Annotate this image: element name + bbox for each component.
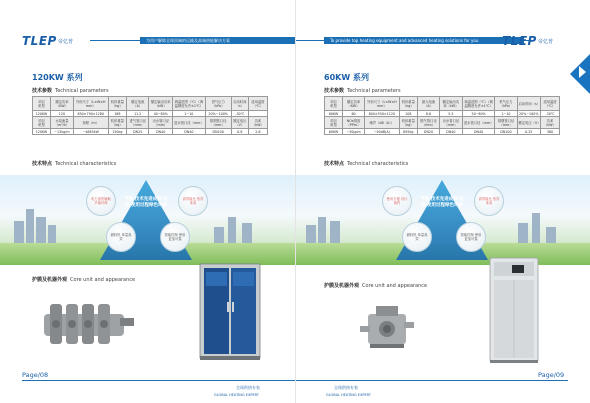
table-header-cell: 功率（kW） <box>248 117 267 129</box>
table-header-cell: 额定功率（KW） <box>51 97 74 111</box>
table-cell: 60 <box>343 111 365 117</box>
table-cell: 380 <box>540 129 559 135</box>
table-cell: ~13kg/m <box>51 129 74 135</box>
brand-logo-cn: 帝亿普 <box>538 39 554 45</box>
table-row <box>325 117 560 129</box>
arrow-right-icon <box>579 66 586 78</box>
burner-core-image <box>358 300 418 356</box>
appearance-title <box>324 282 427 289</box>
table-cell: 40~80% <box>149 111 173 117</box>
brand-logo: TLEP <box>502 34 537 48</box>
table-header-cell: 进水管口径（mm） <box>462 117 495 129</box>
appearance-title-en: Core unit and appearance <box>362 283 428 289</box>
table-header-cell: 外形尺寸（L×W×H mm） <box>365 97 400 111</box>
page-number: Page/08 <box>22 371 49 379</box>
feature-bubble: 燃料热 单量高效 <box>106 222 136 252</box>
table-cell: 1~10 <box>173 111 205 117</box>
feature-bubble: 智能控制 使用更加可靠 <box>456 222 486 252</box>
feature-bubble: 电力加热辅助 节能环保 <box>86 186 116 216</box>
table-corner: 项目 机型 <box>33 117 51 129</box>
feature-triangle-text: 节能 技术先进成熟 经济 使用过程绿色环保 <box>420 197 464 208</box>
appearance-title-cn: 护膜及机器外观 <box>32 277 68 283</box>
table-header-cell: 供气压力（kPa） <box>495 97 517 111</box>
header-text: To provide top heating equipment and advanced heating solutions for you <box>330 38 479 43</box>
table-header-cell: 额定电压（V） <box>233 118 247 127</box>
table-cell: 11.2 <box>127 111 149 117</box>
brand-logo: TLEP <box>22 34 57 48</box>
features-title <box>32 160 116 167</box>
model-title: 120KW 系列 <box>32 73 83 82</box>
table-row <box>33 129 268 135</box>
table-header-cell: 额定电流（A） <box>127 97 149 111</box>
footer-line <box>22 380 295 381</box>
feature-bubble: 使用方便 设计简约 <box>382 186 412 216</box>
header-text: 为用户解除全球顶端的运输及高端热能解决方案 <box>146 38 230 43</box>
table-header-cell: 机体重量（kg） <box>399 117 417 129</box>
page-right <box>295 0 590 403</box>
table-cell: DN40 <box>440 129 463 135</box>
table-cell: 0.8 <box>231 129 248 135</box>
table-cell: 60KW <box>325 111 343 117</box>
table-cell: -30℃ <box>231 111 248 117</box>
brand-logo-cn: 帝亿普 <box>58 39 74 45</box>
table-header-cell: 排烟管口径（mm） <box>205 117 231 129</box>
table-header-cell: 额定电压（V） <box>517 117 540 129</box>
table-header-cell: 调温范围（℃）（调温精度允许±1℃） <box>462 97 495 111</box>
params-title <box>324 87 401 94</box>
table-header-cell: 出水管口径（mm） <box>440 117 463 129</box>
appearance-title-cn: 护膜及机器外观 <box>324 283 360 289</box>
footer-line <box>296 380 568 381</box>
table-header-cell: 噪声（dB（A）） <box>365 117 400 129</box>
table-header-cell: 排烟管口径（mm） <box>495 117 517 129</box>
feature-triangle-text: 节能 技术先进成熟 经济 使用过程绿色环保 <box>124 197 168 208</box>
features-title-cn: 技术特点 <box>32 161 53 167</box>
table-header-cell: 水泵流量（m³/h） <box>51 117 74 129</box>
table-header-cell: 机体重量（kg） <box>108 97 127 111</box>
table-cell: DN25 <box>127 129 149 135</box>
table-cell: 800×550×1120 <box>365 111 400 117</box>
table-header-cell: 进水管口径（mm） <box>173 117 205 129</box>
feature-bubble: 高效能比 热效率高 <box>178 186 208 216</box>
table-header-cell: 进气管口径（mm） <box>127 117 149 129</box>
footer-en: GLOBAL HEATING EXPERT <box>214 393 259 397</box>
table-cell: 120 <box>51 111 74 117</box>
table-cell: ~4685kW <box>73 129 108 135</box>
feature-bubble: 燃料热 单量高效 <box>402 222 432 252</box>
header-bar <box>22 36 295 46</box>
features-title-cn: 技术特点 <box>324 161 345 167</box>
params-title-cn: 技术参数 <box>324 88 345 94</box>
table-header-cell: 功率（kW） <box>540 117 559 129</box>
spec-table <box>32 96 268 135</box>
table-header-cell: 出水管口径（mm） <box>149 117 173 129</box>
table-cell: 130kg <box>108 129 127 135</box>
table-cell: DN40 <box>173 129 205 135</box>
appearance-title <box>32 276 135 283</box>
params-title <box>32 87 109 94</box>
table-cell: 1~10 <box>495 111 517 117</box>
features-title-en: Technical characteristics <box>347 161 409 167</box>
table-cell: -30℃ <box>540 111 559 117</box>
table-cell: 8.6 <box>418 111 440 117</box>
table-row <box>325 97 560 111</box>
page-number: Page/09 <box>538 371 565 379</box>
features-title <box>324 160 408 167</box>
table-header-cell: 机体重量（kg） <box>399 97 417 111</box>
table-cell: DN100 <box>205 129 231 135</box>
table-cell: DN20 <box>418 129 440 135</box>
table-cell: 895kg <box>399 129 417 135</box>
table-cell: 60KW <box>325 129 343 135</box>
table-cell: DN100 <box>495 129 517 135</box>
table-header-cell: 机体重量（kg） <box>108 117 127 129</box>
table-cell: 5.5 <box>440 111 463 117</box>
table-header-cell: 启动时间（s） <box>231 97 248 111</box>
table-cell: 20%~100% <box>518 111 539 116</box>
table-cell: 0.25 <box>517 129 540 135</box>
table-row <box>33 117 268 129</box>
table-cell: DN40 <box>149 129 173 135</box>
table-cell: DN40 <box>462 129 495 135</box>
table-row <box>33 97 268 111</box>
footer-cn: 全球供热专家 <box>334 385 358 390</box>
table-cell: 850×790×1280 <box>73 111 108 117</box>
footer-en: GLOBAL HEATING EXPERT <box>326 393 371 397</box>
params-title-en: Technical parameters <box>55 88 109 94</box>
table-header-cell: 额定功率（KW） <box>343 97 365 111</box>
table-cell: 108 <box>399 111 417 117</box>
feature-bubble: 智能控制 使用更加可靠 <box>160 222 190 252</box>
table-cell: 120KW <box>33 111 51 117</box>
table-header-cell: 启动时间（s） <box>517 97 540 111</box>
table-cell: 20%~100% <box>205 111 231 117</box>
table-header-cell: 燃气管口径（mm） <box>418 117 440 129</box>
table-header-cell: 扬程（m） <box>73 117 108 129</box>
params-title-cn: 技术参数 <box>32 88 53 94</box>
params-title-en: Technical parameters <box>347 88 401 94</box>
table-header-cell: 额定输出功率（kW） <box>440 97 463 111</box>
table-cell: 50~80% <box>462 111 495 117</box>
footer-cn: 全球供热专家 <box>236 385 260 390</box>
table-header-cell: 额定输出功率（kW） <box>149 97 173 111</box>
table-cell: 120KW <box>33 129 51 135</box>
feature-bubble: 高效能比 热效率高 <box>474 186 504 216</box>
table-header-cell: 最大电流（A） <box>418 97 440 111</box>
table-header-cell: 适用温度（℃） <box>248 97 267 111</box>
table-header-cell: NOx排放（PPm） <box>343 117 365 129</box>
spec-table <box>324 96 560 135</box>
table-corner: 项目 机型 <box>325 117 343 129</box>
table-corner: 项目 机型 <box>325 97 343 111</box>
table-corner: 项目 机型 <box>33 97 51 111</box>
table-cell: ~30ppm <box>343 129 365 135</box>
features-title-en: Technical characteristics <box>55 161 117 167</box>
heat-exchanger-core-image <box>34 296 138 352</box>
table-header-cell: 供气压力（kPa） <box>205 97 231 111</box>
table-header-cell: 适用温度（℃） <box>540 97 559 111</box>
table-header-cell: 外形尺寸（L×W×H mm） <box>73 97 108 111</box>
appearance-title-en: Core unit and appearance <box>70 277 136 283</box>
table-cell: 188 <box>108 111 127 117</box>
boiler-cabinet-image <box>196 262 262 362</box>
boiler-unit-image <box>486 256 542 364</box>
model-title: 60KW 系列 <box>324 73 369 82</box>
table-row <box>325 129 560 135</box>
table-cell: 2.6 <box>248 129 267 135</box>
table-header-cell: 调温范围（℃）（调温精度允许±1℃） <box>173 97 205 111</box>
table-cell: ~90dB(A) <box>365 129 400 135</box>
